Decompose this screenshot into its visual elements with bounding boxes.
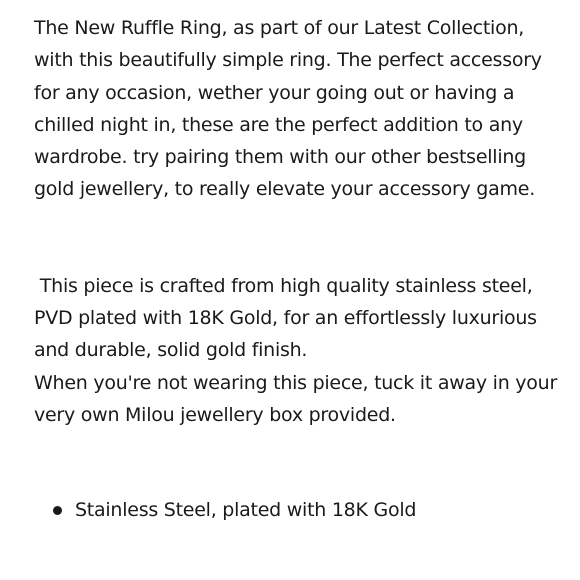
product-description [34, 12, 566, 527]
feature-label: Stainless Steel, plated with 18K Gold [75, 499, 417, 522]
description-paragraph-materials: This piece is crafted from high quality stainless steel, PVD plated with 18K Gold, for an effortlessly luxurious and durable, solid gold finish. [34, 274, 543, 362]
list-item [34, 494, 566, 526]
description-paragraph-intro: The New Ruffle Ring, as part of our Latest Collection, with this beautifully simple ring. The perfect accessory for any occasion, wether your going out or having a chilled night in, these are the perfect addition to any wardrobe. try pairing them with our other bestselling gold jewellery, to really elevate your accessory game. [34, 17, 542, 201]
bullet-icon [53, 506, 62, 515]
feature-list [34, 494, 566, 526]
description-paragraph-box: When you're not wearing this piece, tuck it away in your very own Milou jewellery box provided. [34, 371, 558, 426]
